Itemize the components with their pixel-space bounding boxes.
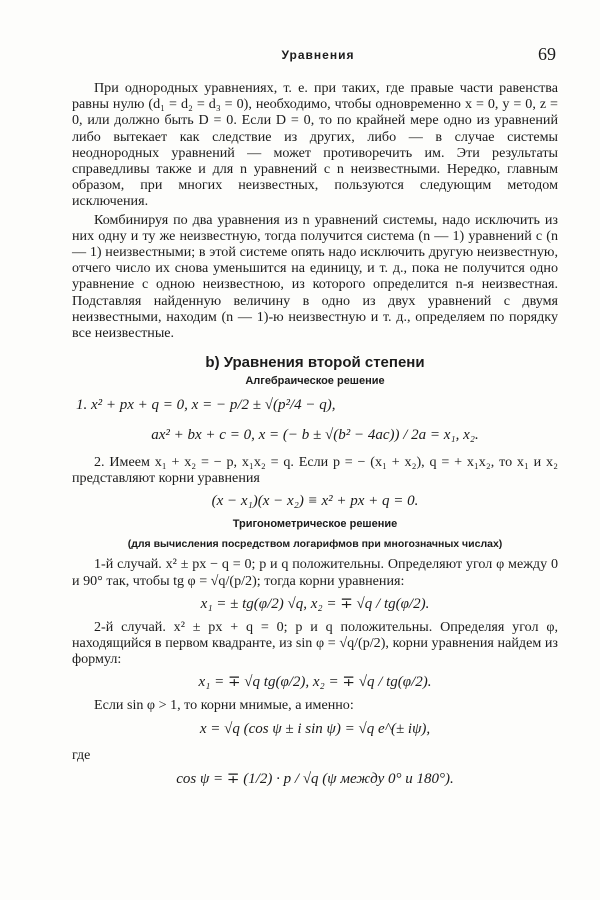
formula-case-1: x₁ = ± tg(φ/2) √q, x₂ = ∓ √q / tg(φ/2). — [200, 595, 430, 612]
paragraph-imaginary: Если sin φ > 1, то корни мнимые, а именно: — [94, 697, 354, 714]
formula-cos-psi: cos ψ = ∓ (1/2) · p / √q (ψ между 0° и 180°). — [176, 770, 454, 787]
page-body — [72, 80, 558, 794]
formula-general-quadratic: ax² + bx + c = 0, x = (− b ± √(b² − 4ac)) / 2a = x₁, x₂. — [151, 426, 479, 443]
trig-note: (для вычисления посредством логарифмов при многозначных числах) — [127, 538, 503, 551]
formula-factorization: (x − x₁)(x − x₂) ≡ x² + px + q = 0. — [211, 493, 419, 510]
page-header — [80, 44, 556, 68]
page-number: 69 — [538, 44, 556, 64]
formula-reduced-quadratic: 1. x² + px + q = 0, x = − p/2 ± √(p²/4 − q), — [76, 396, 336, 413]
trig-subtitle: Тригонометрическое решение — [232, 518, 398, 531]
paragraph-case-1: 1-й случай. x² ± px − q = 0; p и q положительны. Определяют угол φ между 0 и 90° так, чтобы tg φ = √q/(p/2); тогда корни уравнения: — [72, 556, 558, 589]
formula-case-2: x₁ = ∓ √q tg(φ/2), x₂ = ∓ √q / tg(φ/2). — [198, 674, 432, 691]
paragraph-vieta: 2. Имеем x₁ + x₂ = − p, x₁x₂ = q. Если p = − (x₁ + x₂), q = + x₁x₂, то x₁ и x₂ представляют корни уравнения — [72, 453, 558, 486]
where-label: где — [72, 747, 91, 763]
paragraph-case-2: 2-й случай. x² ± px + q = 0; p и q положительны. Определяя угол φ, находящийся в первом квадранте, из sin φ = √q/(p/2), корни уравнения найдем из формул: — [72, 618, 558, 668]
section-title: b) Уравнения второй степени — [205, 354, 425, 372]
formula-imaginary: x = √q (cos ψ ± i sin ψ) = √q e^(± iψ), — [199, 720, 431, 737]
running-title: Уравнения — [281, 48, 355, 62]
algebraic-subtitle: Алгебраическое решение — [245, 375, 385, 388]
paragraph-elimination: Комбинируя по два уравнения из n уравнений системы, надо исключить из них одну и ту же неизвестную, тогда получится система (n — 1) уравнений с (n — 1) неизвестными; в этой системе опять надо исключить другую неизвестную, отчего число их снова уменьшится на единицу, и т. д., пока не получится одно уравнение с одною неизвестною, из которого определится n-я неизвестная. Подставляя найденную величину в одно из двух уравнений с двумя неизвестными, находим (n — 1)-ю неизвестную и т. д., определяем по порядку все неизвестные. — [72, 211, 558, 342]
paragraph-homogeneous: При однородных уравнениях, т. е. при таких, где правые части равенства равны нулю (d₁ = d₂ = d₃ = 0), необходимо, чтобы одновременно x = 0, y = 0, z = 0, или должно быть D = 0. Если D = 0, то по крайней мере одно из уравнений либо вытекает как следствие из других, либо — в случае системы неоднородных уравнений — может противоречить им. Эти результаты справедливы также и для n уравнений с n неизвестными. Нередко, главным образом, при многих неизвестных, пользуются следующим методом исключения. — [72, 80, 558, 210]
